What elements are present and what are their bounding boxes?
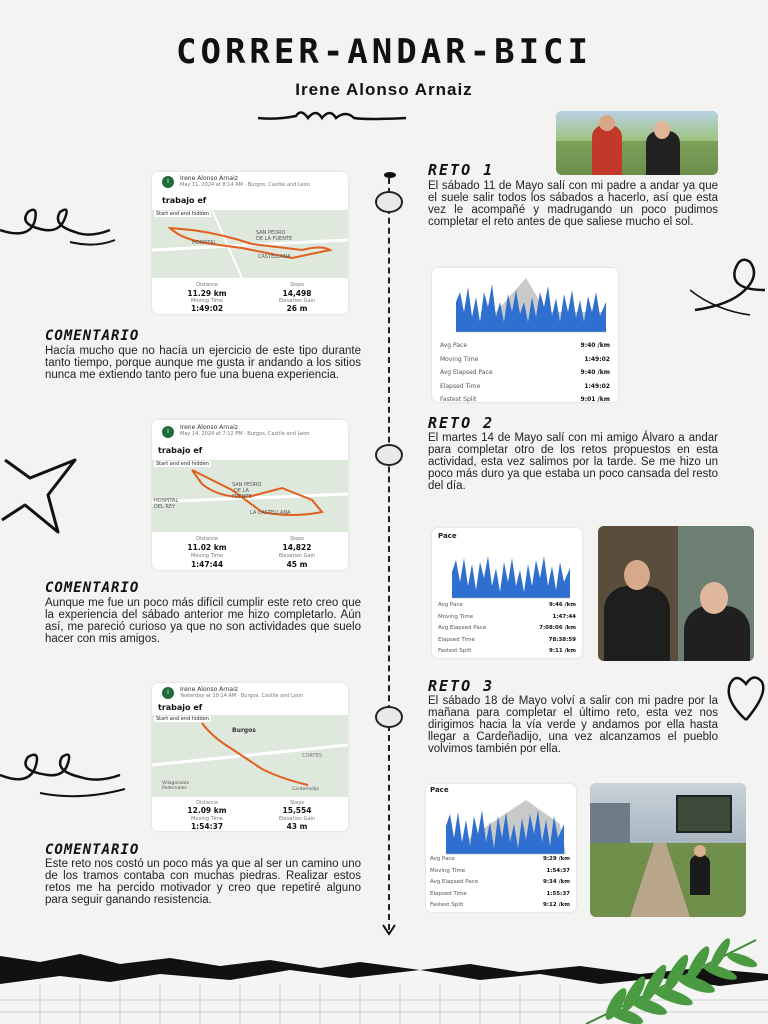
star-doodle [0,440,80,535]
swirl-doodle-left-1 [0,200,120,255]
reto-1-text: El sábado 11 de Mayo salí con mi padre a andar ya que el suele salir todos los sábados a hacerlo, así que esta vez le acompañé y madrugando un poco pudimos completar el reto antes de que saliese mucho el sol. [428,180,718,228]
activity-user: Irene Alonso Arnaiz [180,175,238,182]
timeline-arrow-icon [382,924,396,936]
photo-reto-1 [556,111,718,175]
comment-1-text: Hacía mucho que no hacía un ejercicio de este tipo durante tanto tiempo, porque aunque me gusta ir andando a los sitios nunca me extiendo tanto pero fue una buena experiencia. [45,345,361,381]
route-map: Start and end hidden SAN PEDRO DE LA FUENTE HOSPITAL DEL REY LA CASTELLANA [152,460,348,532]
pace-card-2: Pace Avg Pace 9:46 /km Moving Time 1:47:44 Avg Elapsed Pace 7:08:06 /km Elapsed Time 78:38:59 Fastest Split 9:11 /km [432,528,582,658]
comment-2-heading: COMENTARIO [45,580,140,596]
fern-leaf-icon [576,930,768,1024]
reto-2-text: El martes 14 de Mayo salí con mi amigo Álvaro a andar para completar otro de los retos propuestos en esta actividad, esta vez salimos por la tarde. Se me hizo un poco más duro ya que estaba un poco cansada del resto del día. [428,432,718,492]
timeline-node-3 [375,706,403,728]
distance-value: 11.29 km [187,289,227,298]
pace-chart-1 [436,272,614,334]
comment-1-heading: COMENTARIO [45,328,140,344]
comment-2-text: Aunque me fue un poco más difícil cumplir este reto creo que la experiencia del sábado anterior me hizo completarlo. Aún así, me pareció curioso ya que no son actividades que suelo hacer con mis amigos. [45,597,361,645]
pace-chart-3 [430,794,572,856]
activity-title: trabajo ef [162,196,207,205]
comment-3-heading: COMENTARIO [45,842,140,858]
reto-1-heading: RETO 1 [428,161,495,179]
moving-time-value: 1:49:02 [190,304,224,313]
reto-3-text: El sábado 18 de Mayo volví a salir con mi padre por la mañana para completar el último reto, esta vez nos dirigimos hacia la vía verde y andamos por ella hasta llegar a Cardeñadijo, una vez alcanzamos el pueblo volvimos también por ella. [428,695,718,755]
timeline-node-1 [375,191,403,213]
swirl-doodle-left-2 [0,745,130,805]
pace-chart-2 [436,542,578,602]
reto-2-heading: RETO 2 [428,414,495,432]
route-line [152,210,348,278]
photo-reto-3 [590,783,746,917]
activity-card-1: I Irene Alonso Arnaiz May 11, 2024 at 8:14 AM · Burgos, Castile and Leon trabajo ef Start and end hidden SAN PEDRO DE LA FUENTE CASTELLANA HOSPITAL Distance 11.29 km Steps 14,498 Moving Time 1:49:02 Elevation Gain 26 m [152,172,348,314]
squiggle-decoration [256,104,416,126]
elevation-value: 26 m [286,304,308,313]
author-name: Irene Alonso Arnaiz [295,80,473,99]
activity-meta: May 11, 2024 at 8:14 AM · Burgos, Castile and Leon [180,182,310,188]
reto-3-heading: RETO 3 [428,677,495,695]
timeline-line [388,178,390,930]
timeline-node-2 [375,444,403,466]
heart-doodle [722,670,768,730]
photo-reto-2 [598,526,754,661]
pace-card-3: Pace Avg Pace 9:29 /km Moving Time 1:54:37 Avg Elapsed Pace 9:34 /km Elapsed Time 1:55:37 Fastest Split 9:12 /km [426,784,576,912]
page-title: CORRER-ANDAR-BICI [176,32,592,72]
timeline-start-cap [384,172,396,178]
activity-card-3: I Irene Alonso Arnaiz Yesterday at 10:14 AM · Burgos, Castile and Leon trabajo ef Start and end hidden Burgos Villagonzalo Pedernales Cardeñadijo CORTES Distance 12.09 km Steps 15,554 Moving Time 1:54:37 Elevation Gain 43 m [152,683,348,831]
comment-3-text: Este reto nos costó un poco más ya que al ser un camino uno de los tramos contaba con muchas piedras. Realizar estos retos me ha percido motivador y creo que repetiré alguno para seguir ganando resistencia. [45,858,361,906]
route-map: Start and end hidden Burgos Villagonzalo Pedernales Cardeñadijo CORTES [152,715,348,797]
pace-card-1: Avg Pace 9:40 /km Moving Time 1:49:02 Avg Elapsed Pace 9:40 /km Elapsed Time 1:49:02 Fastest Split 9:01 /km [432,268,618,402]
activity-card-2: I Irene Alonso Arnaiz May 14, 2024 at 7:12 PM · Burgos, Castile and Leon trabajo ef Start and end hidden SAN PEDRO DE LA FUENTE HOSPITAL DEL REY LA CASTELLANA Distance 11.02 km Steps 14,822 Moving Time 1:47:44 Elevation Gain 45 m [152,420,348,570]
avatar: I [162,176,174,188]
route-map: Start and end hidden SAN PEDRO DE LA FUENTE CASTELLANA HOSPITAL [152,210,348,278]
swirl-doodle-right [690,250,768,320]
steps-value: 14,498 [282,289,312,298]
